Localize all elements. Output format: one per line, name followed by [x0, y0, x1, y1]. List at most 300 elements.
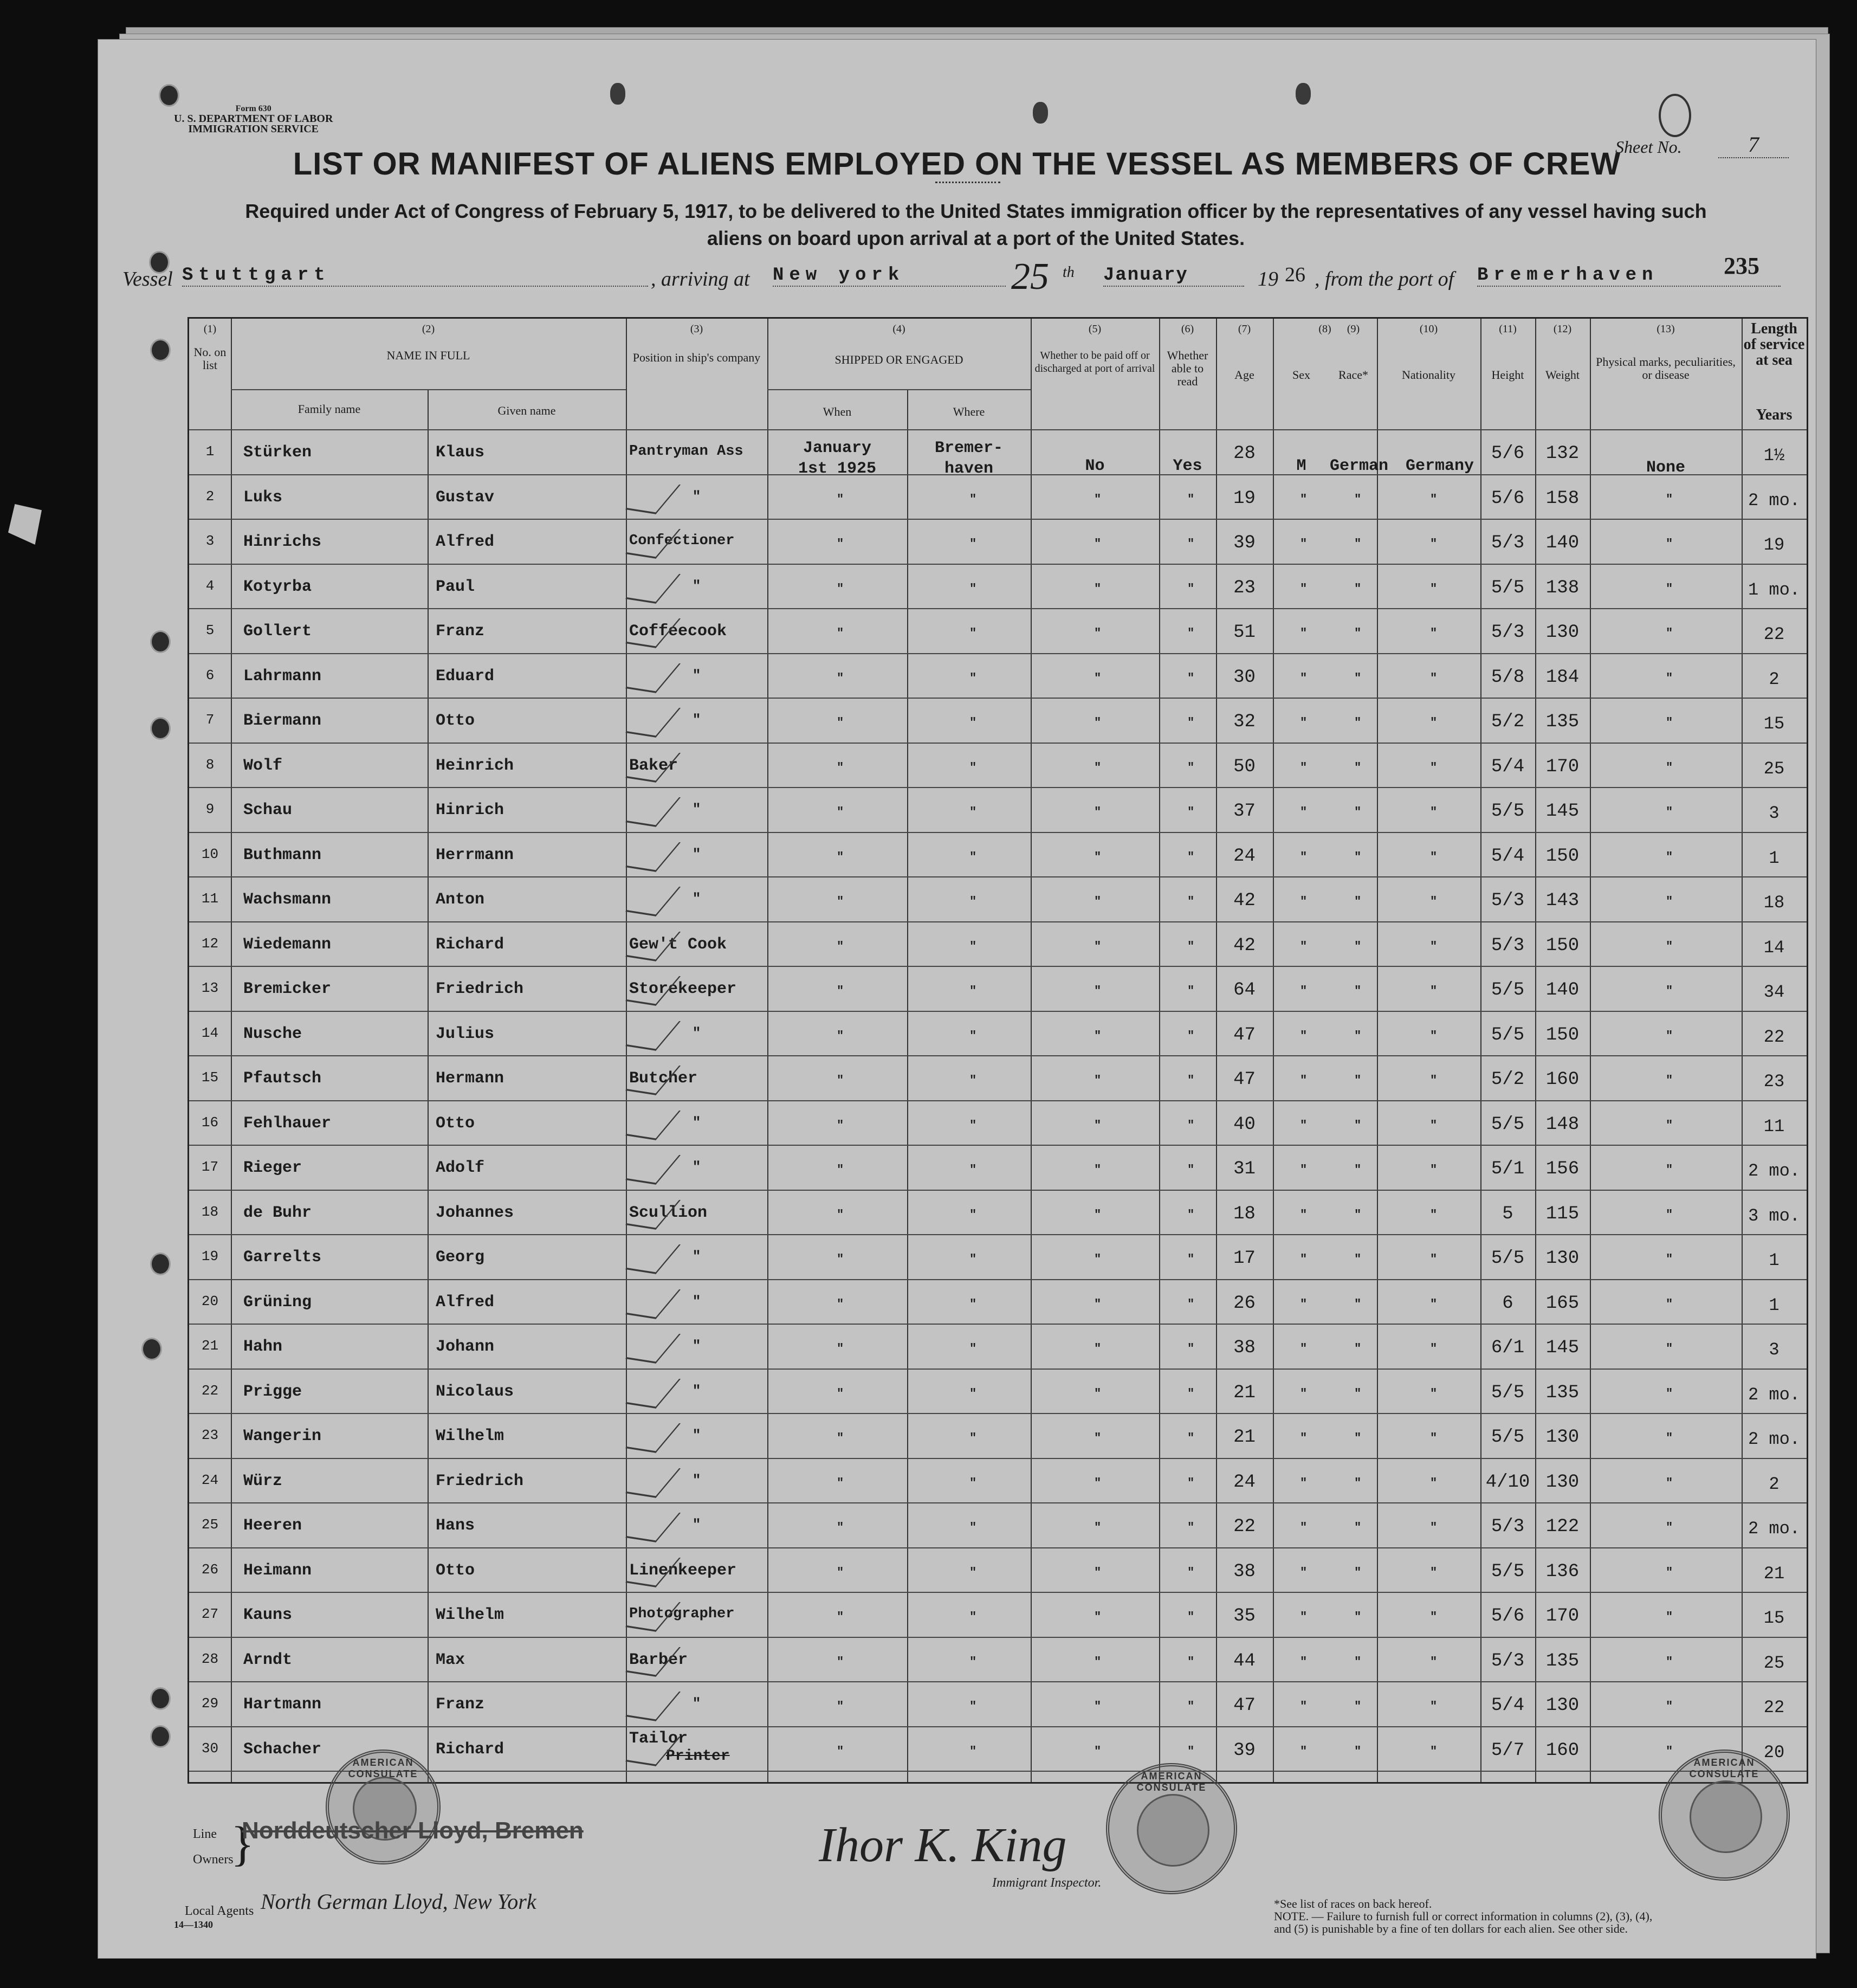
column-header-height: Height — [1491, 368, 1524, 382]
height-value: 5/5 — [1491, 801, 1525, 822]
row-number: 21 — [201, 1338, 219, 1354]
ditto-mark: " — [1430, 492, 1438, 506]
ditto-mark: " — [1666, 1118, 1673, 1132]
ditto-mark: " — [1300, 939, 1308, 953]
service-value: 15 — [1763, 714, 1785, 734]
position: Baker — [629, 756, 678, 775]
departure-port: Bremerhaven — [1477, 265, 1781, 287]
service-value: 2 mo. — [1748, 1429, 1800, 1449]
ditto-mark: " — [1187, 760, 1195, 774]
ditto-mark: " — [1430, 805, 1438, 819]
given-name: Otto — [436, 712, 475, 730]
column-header-shipped: SHIPPED OR ENGAGED — [834, 353, 963, 366]
ditto-mark: " — [1094, 1610, 1102, 1624]
ditto-mark: " — [969, 1118, 977, 1132]
ditto-mark: " — [1187, 850, 1195, 864]
column-divider — [767, 319, 768, 1782]
ditto-mark: " — [969, 1074, 977, 1087]
ditto-mark: " — [969, 1700, 977, 1713]
ditto-mark: " — [1187, 582, 1195, 596]
age-value: 39 — [1233, 533, 1256, 553]
ditto-mark: " — [1187, 716, 1195, 730]
year-suffix: 26 — [1285, 263, 1305, 286]
sex-value: M — [1296, 457, 1306, 475]
family-name: Hahn — [243, 1338, 283, 1356]
family-name: Garrelts — [243, 1248, 322, 1267]
ditto-mark: " — [1187, 895, 1195, 908]
position: Linenkeeper — [629, 1561, 737, 1580]
height-value: 5/7 — [1491, 1740, 1525, 1761]
position: Barber — [629, 1650, 688, 1669]
ditto-mark: " — [1354, 537, 1362, 551]
punch-hole — [150, 1725, 171, 1748]
inspector-signature: Ihor K. King — [819, 1818, 1067, 1872]
ditto-mark: " — [1094, 850, 1102, 864]
tack-mark — [1296, 83, 1311, 105]
ditto-mark: " — [1094, 582, 1102, 596]
title-ornament — [935, 182, 1000, 185]
row-divider — [189, 1011, 1807, 1012]
weight-value: 160 — [1545, 1740, 1580, 1761]
ditto-mark: " — [1300, 760, 1308, 774]
weight-value: 145 — [1545, 1338, 1580, 1358]
height-value: 5/5 — [1491, 577, 1525, 598]
age-value: 35 — [1233, 1606, 1256, 1626]
position-ditto: " — [692, 890, 701, 907]
row-divider — [189, 1502, 1807, 1503]
arrival-port: New york — [773, 265, 1006, 287]
ditto-mark: " — [837, 939, 844, 953]
ditto-mark: " — [1094, 1342, 1102, 1356]
ditto-mark: " — [1300, 1074, 1308, 1087]
ditto-mark: " — [837, 1655, 844, 1669]
row-divider — [189, 1592, 1807, 1593]
weight-value: 150 — [1545, 845, 1580, 867]
given-name: Johann — [436, 1338, 495, 1356]
height-value: 5/6 — [1491, 1606, 1525, 1626]
ditto-mark: " — [837, 1476, 844, 1490]
page-title: LIST OR MANIFEST OF ALIENS EMPLOYED ON THE VESSEL AS MEMBERS OF CREW — [293, 146, 1621, 182]
ditto-mark: " — [1354, 805, 1362, 819]
footer-agents-label: Local Agents — [185, 1904, 254, 1918]
service-value: 25 — [1763, 758, 1785, 779]
service-value: 2 mo. — [1748, 1519, 1800, 1539]
family-name: Hartmann — [243, 1695, 322, 1714]
ditto-mark: " — [1666, 760, 1673, 774]
ditto-mark: " — [1094, 1386, 1102, 1400]
age-value: 47 — [1233, 1024, 1256, 1045]
column-divider — [626, 319, 627, 1782]
consulate-seal: AMERICAN CONSULATE — [1659, 1750, 1790, 1881]
age-value: 24 — [1233, 1471, 1256, 1493]
ditto-mark: " — [1354, 492, 1362, 506]
header-divider — [189, 429, 1807, 430]
ditto-mark: " — [1300, 492, 1308, 506]
family-name: Grüning — [243, 1293, 312, 1312]
service-value: 1 — [1769, 848, 1780, 868]
ditto-mark: " — [1094, 1029, 1102, 1043]
weight-value: 145 — [1545, 801, 1580, 822]
row-number: 6 — [205, 667, 215, 683]
arrival-day: 25 — [1011, 256, 1049, 298]
age-value: 18 — [1233, 1203, 1256, 1224]
service-value: 3 — [1769, 803, 1780, 823]
ditto-mark: " — [837, 1610, 844, 1624]
service-value: 22 — [1763, 624, 1785, 644]
age-value: 42 — [1233, 890, 1256, 911]
column-header-where: Where — [953, 405, 985, 418]
service-value: 22 — [1763, 1697, 1785, 1718]
paper-scrap — [8, 504, 42, 545]
punch-hole — [150, 717, 171, 740]
weight-value: 170 — [1545, 756, 1580, 777]
row-number: 14 — [201, 1024, 219, 1041]
ditto-mark: " — [837, 627, 844, 640]
ditto-mark: " — [1430, 537, 1438, 551]
ditto-mark: " — [1094, 1476, 1102, 1490]
row-divider — [189, 1190, 1807, 1191]
row-number: 17 — [201, 1159, 219, 1175]
height-value: 5/4 — [1491, 756, 1525, 777]
ditto-mark: " — [837, 1565, 844, 1579]
age-value: 31 — [1233, 1159, 1256, 1179]
row-divider — [189, 966, 1807, 967]
ditto-mark: " — [1666, 582, 1673, 596]
position: Tailor — [629, 1729, 688, 1748]
local-agents-value: North German Lloyd, New York — [261, 1889, 536, 1914]
race-value: German — [1330, 457, 1389, 475]
ditto-mark: " — [1430, 1297, 1438, 1311]
row-number: 9 — [205, 801, 215, 817]
height-value: 5/1 — [1491, 1159, 1525, 1179]
column-divider — [1273, 319, 1274, 1782]
ditto-mark: " — [1094, 1655, 1102, 1669]
ditto-mark: " — [1430, 1610, 1438, 1624]
ditto-mark: " — [1187, 492, 1195, 506]
service-value: 23 — [1763, 1072, 1785, 1092]
given-name: Franz — [436, 1695, 485, 1714]
ditto-mark: " — [1354, 1118, 1362, 1132]
column-number: (11) — [1499, 323, 1517, 335]
ditto-mark: " — [837, 1431, 844, 1445]
ditto-mark: " — [1187, 537, 1195, 551]
punch-hole — [150, 1253, 171, 1275]
column-divider — [1159, 319, 1160, 1782]
ditto-mark: " — [1187, 1610, 1195, 1624]
ditto-mark: " — [1187, 1386, 1195, 1400]
given-name: Wilhelm — [436, 1427, 504, 1445]
service-value: 20 — [1763, 1742, 1785, 1763]
ditto-mark: " — [1094, 537, 1102, 551]
ditto-mark: " — [1300, 627, 1308, 640]
ditto-mark: " — [1666, 1431, 1673, 1445]
tack-mark — [610, 83, 625, 105]
ditto-mark: " — [1666, 627, 1673, 640]
ditto-mark: " — [1300, 1118, 1308, 1132]
ditto-mark: " — [1354, 1431, 1362, 1445]
ditto-mark: " — [1094, 1074, 1102, 1087]
ditto-mark: " — [1187, 1744, 1195, 1758]
column-divider — [1031, 319, 1032, 1782]
weight-value: 132 — [1545, 443, 1580, 464]
row-divider — [189, 1726, 1807, 1727]
ditto-mark: " — [1430, 1431, 1438, 1445]
line-owner-stamp: Norddeutscher Lloyd, Bremen — [242, 1817, 584, 1844]
position-ditto: " — [692, 1159, 701, 1175]
given-name: Alfred — [436, 533, 495, 551]
column-header-no: No. on list — [193, 345, 227, 372]
ditto-mark: " — [1187, 1342, 1195, 1356]
row-number: 15 — [201, 1069, 219, 1086]
column-divider — [428, 390, 429, 1782]
age-value: 38 — [1233, 1338, 1256, 1358]
ditto-mark: " — [1354, 1565, 1362, 1579]
shipped-where-line1: Bremer- — [934, 439, 1004, 457]
given-name: Alfred — [436, 1293, 495, 1312]
ditto-mark: " — [969, 1297, 977, 1311]
ditto-mark: " — [837, 984, 844, 998]
row-divider — [189, 1458, 1807, 1459]
ditto-mark: " — [837, 1029, 844, 1043]
position-ditto: " — [692, 488, 701, 505]
ditto-mark: " — [1666, 1744, 1673, 1758]
column-header-when: When — [823, 405, 852, 418]
service-value: 15 — [1763, 1608, 1785, 1628]
ditto-mark: " — [1430, 1700, 1438, 1713]
ditto-mark: " — [1430, 1163, 1438, 1177]
family-name: Wiedemann — [243, 935, 332, 954]
arrival-month: January — [1103, 265, 1244, 287]
ditto-mark: " — [1666, 1476, 1673, 1490]
ditto-mark: " — [1187, 1118, 1195, 1132]
column-number: (9) — [1347, 323, 1360, 335]
service-value: 2 — [1769, 669, 1780, 689]
ditto-mark: " — [1094, 1744, 1102, 1758]
position-ditto: " — [692, 1695, 701, 1712]
weight-value: 165 — [1545, 1293, 1580, 1314]
ditto-mark: " — [837, 1700, 844, 1713]
family-name: Bremicker — [243, 980, 332, 998]
position: Confectioner — [629, 533, 735, 549]
column-header-sex: Sex — [1292, 368, 1310, 382]
service-value: 21 — [1763, 1563, 1785, 1584]
family-name: Kauns — [243, 1606, 293, 1624]
header-divider — [231, 389, 626, 390]
ditto-mark: " — [1430, 895, 1438, 908]
ditto-mark: " — [969, 984, 977, 998]
age-value: 28 — [1233, 443, 1256, 464]
footer-line-label: Line — [193, 1827, 217, 1841]
ditto-mark: " — [1354, 1655, 1362, 1669]
arriving-label: , arriving at — [651, 268, 750, 291]
weight-value: 170 — [1545, 1606, 1580, 1626]
given-name: Friedrich — [436, 980, 524, 998]
punch-hole — [1659, 94, 1691, 137]
ditto-mark: " — [1430, 1655, 1438, 1669]
position-struck: Printer — [666, 1747, 730, 1765]
ditto-mark: " — [1187, 1029, 1195, 1043]
age-value: 47 — [1233, 1069, 1256, 1090]
weight-value: 160 — [1545, 1069, 1580, 1090]
ditto-mark: " — [1354, 1208, 1362, 1222]
ditto-mark: " — [1094, 760, 1102, 774]
position-ditto: " — [692, 577, 701, 594]
shipped-when-line1: January — [803, 439, 872, 457]
ditto-mark: " — [1187, 1700, 1195, 1713]
ditto-mark: " — [1354, 1253, 1362, 1266]
ditto-mark: " — [837, 1074, 844, 1087]
position-ditto: " — [692, 1293, 701, 1309]
column-number: (4) — [892, 323, 905, 335]
height-value: 5/5 — [1491, 980, 1525, 1001]
ditto-mark: " — [1430, 984, 1438, 998]
family-name: Schau — [243, 801, 293, 819]
height-value: 5/6 — [1491, 443, 1525, 464]
ditto-mark: " — [1187, 984, 1195, 998]
ditto-mark: " — [1354, 1342, 1362, 1356]
ditto-mark: " — [1300, 1700, 1308, 1713]
given-name: Hinrich — [436, 801, 504, 819]
ditto-mark: " — [1354, 627, 1362, 640]
height-value: 5/8 — [1491, 667, 1525, 688]
age-value: 23 — [1233, 577, 1256, 598]
column-number: (6) — [1181, 323, 1194, 335]
ditto-mark: " — [1094, 805, 1102, 819]
family-name: Buthmann — [243, 845, 322, 864]
ditto-mark: " — [1094, 1297, 1102, 1311]
ditto-mark: " — [1430, 760, 1438, 774]
from-port-label: , from the port of — [1315, 268, 1454, 291]
ditto-mark: " — [1094, 1521, 1102, 1534]
service-value: 3 mo. — [1748, 1205, 1800, 1226]
column-number: (13) — [1657, 323, 1675, 335]
age-value: 51 — [1233, 622, 1256, 643]
column-divider — [1742, 319, 1743, 1782]
row-divider — [189, 1413, 1807, 1414]
ditto-mark: " — [969, 671, 977, 685]
height-value: 6 — [1502, 1293, 1513, 1314]
ditto-mark: " — [1430, 850, 1438, 864]
row-divider — [189, 1055, 1807, 1056]
age-value: 40 — [1233, 1114, 1256, 1135]
family-name: Nusche — [243, 1024, 302, 1043]
ditto-mark: " — [1430, 1208, 1438, 1222]
given-name: Johannes — [436, 1203, 514, 1222]
row-divider — [189, 832, 1807, 833]
ditto-mark: " — [1300, 537, 1308, 551]
ditto-mark: " — [837, 1297, 844, 1311]
position-ditto: " — [692, 667, 701, 683]
service-value: 18 — [1763, 893, 1785, 913]
height-value: 5/5 — [1491, 1024, 1525, 1045]
ditto-mark: " — [969, 850, 977, 864]
ditto-mark: " — [1300, 1431, 1308, 1445]
height-value: 5/3 — [1491, 1516, 1525, 1537]
ditto-mark: " — [969, 627, 977, 640]
ditto-mark: " — [837, 1253, 844, 1266]
column-divider — [907, 390, 908, 1782]
family-name: Pfautsch — [243, 1069, 322, 1088]
family-name: de Buhr — [243, 1203, 312, 1222]
service-value: 1 — [1769, 1250, 1780, 1270]
manifest-sheet — [98, 39, 1816, 1959]
ditto-mark: " — [1094, 984, 1102, 998]
ditto-mark: " — [1300, 1029, 1308, 1043]
ditto-mark: " — [1094, 1700, 1102, 1713]
family-name: Heeren — [243, 1516, 302, 1535]
weight-value: 140 — [1545, 980, 1580, 1001]
shipped-where-line2: haven — [944, 460, 993, 478]
ditto-mark: " — [1354, 1610, 1362, 1624]
family-name: Arndt — [243, 1650, 293, 1669]
row-divider — [189, 474, 1807, 475]
position-ditto: " — [692, 1427, 701, 1443]
row-number: 27 — [201, 1606, 219, 1622]
service-value: 1 — [1769, 1295, 1780, 1315]
age-value: 24 — [1233, 845, 1256, 867]
ditto-mark: " — [1666, 1521, 1673, 1534]
height-value: 5 — [1502, 1203, 1513, 1224]
family-name: Gollert — [243, 622, 312, 641]
height-value: 5/3 — [1491, 533, 1525, 553]
row-divider — [189, 564, 1807, 565]
ditto-mark: " — [1187, 805, 1195, 819]
height-value: 5/3 — [1491, 890, 1525, 911]
weight-value: 130 — [1545, 1471, 1580, 1493]
punch-hole — [150, 630, 171, 653]
ditto-mark: " — [1430, 1342, 1438, 1356]
consulate-seal: AMERICAN CONSULATE — [326, 1750, 441, 1864]
ditto-mark: " — [1430, 939, 1438, 953]
weight-value: 130 — [1545, 1695, 1580, 1716]
ditto-mark: " — [1300, 850, 1308, 864]
ditto-mark: " — [837, 671, 844, 685]
ditto-mark: " — [837, 716, 844, 730]
given-name: Franz — [436, 622, 485, 641]
age-value: 32 — [1233, 712, 1256, 732]
ditto-mark: " — [837, 1342, 844, 1356]
ditto-mark: " — [1430, 582, 1438, 596]
ditto-mark: " — [837, 492, 844, 506]
ditto-mark: " — [1354, 850, 1362, 864]
ditto-mark: " — [1300, 1521, 1308, 1534]
ditto-mark: " — [1430, 1386, 1438, 1400]
shipped-when-line2: 1st 1925 — [798, 460, 877, 478]
weight-value: 138 — [1545, 577, 1580, 598]
column-header-read: Whether able to read — [1167, 348, 1208, 388]
ditto-mark: " — [1666, 1386, 1673, 1400]
ditto-mark: " — [1354, 1163, 1362, 1177]
given-name: Adolf — [436, 1159, 485, 1177]
weight-value: 156 — [1545, 1159, 1580, 1179]
ditto-mark: " — [969, 1610, 977, 1624]
row-divider — [189, 653, 1807, 654]
height-value: 5/5 — [1491, 1561, 1525, 1582]
position: Scullion — [629, 1203, 708, 1222]
position-ditto: " — [692, 1114, 701, 1131]
ditto-mark: " — [1666, 939, 1673, 953]
row-divider — [189, 608, 1807, 609]
ditto-mark: " — [837, 1163, 844, 1177]
column-header-physical-marks: Physical marks, peculiarities, or disease — [1596, 355, 1736, 382]
weight-value: 135 — [1545, 1650, 1580, 1671]
family-name: Rieger — [243, 1159, 302, 1177]
position: Butcher — [629, 1069, 698, 1088]
punch-hole — [141, 1338, 162, 1360]
position: Gew't Cook — [629, 935, 727, 954]
column-number: (7) — [1238, 323, 1251, 335]
ditto-mark: " — [1187, 627, 1195, 640]
